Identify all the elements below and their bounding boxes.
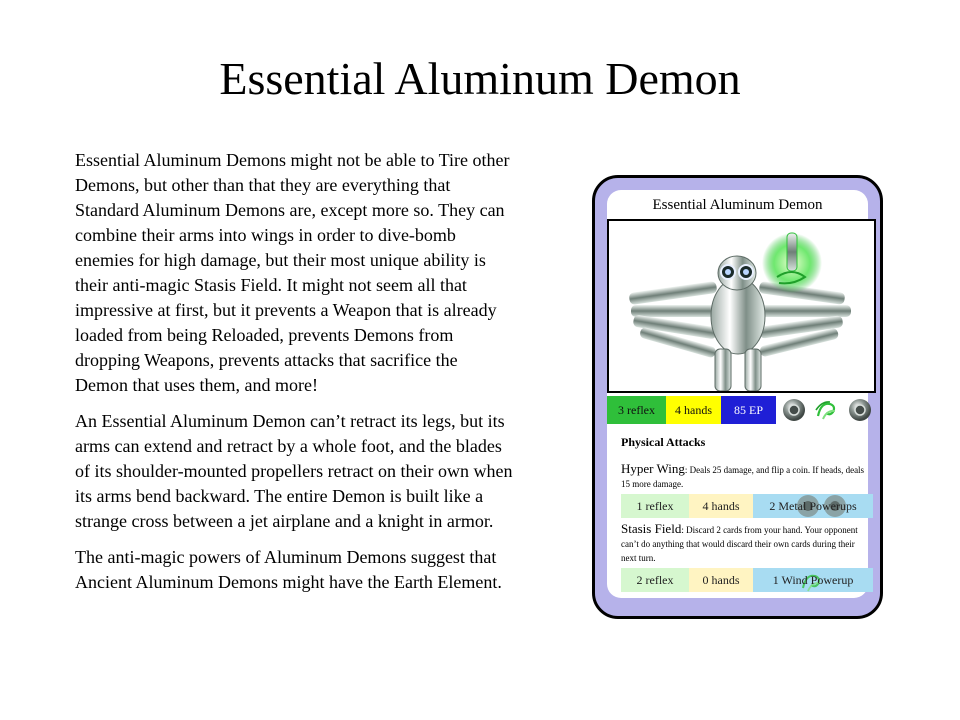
cost-powerups [753, 568, 873, 592]
card-name: Essential Aluminum Demon [652, 197, 823, 213]
attack-stasis-field [621, 522, 867, 565]
cost-powerups-label: 1 Wind Powerup [772, 573, 854, 587]
paragraph-abilities: Essential Aluminum Demons might not be able to Tire other Demons, but other than that they are everything that Standard Aluminum Demons are, except more so. They can combine their arms into wings in order to dive-bomb enemies for high damage, but their most unique ability is their anti-magic Stasis Field. It might not seem all that impressive at first, but it prevents a Weapon that is already loaded from being Reloaded, prevents Demons from dropping Weapons, prevents attacks that sacrifice the Demon that uses them, and more! [75, 150, 510, 395]
cost-hands: 0 hands [689, 568, 753, 592]
attacks-section-label: Physical Attacks [621, 435, 706, 449]
attack-cost-stasis-field [621, 568, 876, 592]
paragraph-element: The anti-magic powers of Aluminum Demons suggest that Ancient Aluminum Demons might have the Earth Element. [75, 547, 502, 592]
card-artwork [607, 219, 876, 393]
stat-ep: 85 EP [721, 396, 776, 424]
cost-reflex: 2 reflex [621, 568, 689, 592]
metal-orb-icon [847, 398, 873, 422]
attack-cost-hyper-wing [621, 494, 876, 518]
cost-hands: 4 hands [689, 494, 753, 518]
attack-description: : Deals 25 damage, and flip a coin. If heads, deals 15 more damage. [621, 465, 865, 489]
wind-swirl-icon [814, 398, 840, 422]
attack-name: Stasis Field [621, 521, 682, 536]
stat-bar [607, 396, 868, 424]
slide-title: Essential Aluminum Demon [219, 53, 741, 104]
stat-reflex: 3 reflex [607, 396, 666, 424]
demon-robot-illustration [629, 233, 851, 391]
description-text [75, 148, 515, 606]
cost-powerups-label: 2 Metal Powerups [769, 499, 857, 513]
card-face [607, 190, 868, 598]
cost-powerups [753, 494, 873, 518]
attack-description: : Discard 2 cards from your hand. Your opponent can’t do anything that would discard their own cards during their next turn. [621, 525, 858, 563]
stat-hands: 4 hands [666, 396, 721, 424]
attack-name: Hyper Wing [621, 461, 685, 476]
cost-reflex: 1 reflex [621, 494, 689, 518]
attack-hyper-wing [621, 462, 867, 491]
paragraph-body: An Essential Aluminum Demon can’t retract its legs, but its arms can extend and retract by a whole foot, and the blades of its shoulder-mounted propellers retract on their own when its arms bend backward. The entire Demon is built like a strange cross between a jet airplane and a knight in armor. [75, 411, 513, 531]
metal-orb-icon [781, 398, 807, 422]
demon-card [592, 175, 883, 619]
